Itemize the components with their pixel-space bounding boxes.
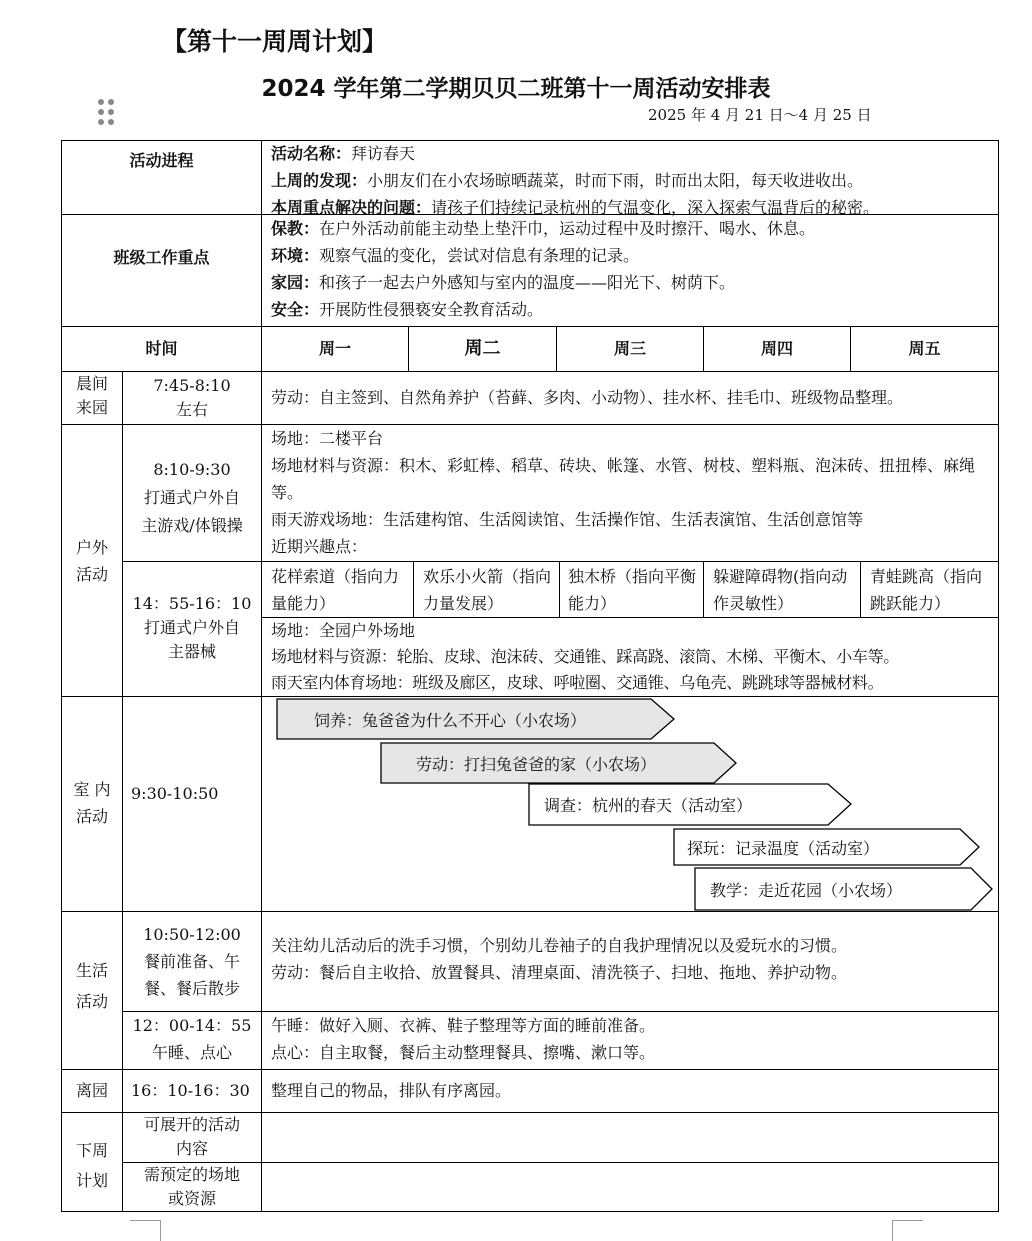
game-cell-1: 花样索道（指向力量能力） — [271, 567, 400, 613]
progress-content — [271, 140, 996, 221]
last-week-finding-line: 上周的发现：小朋友们在小农场晾晒蔬菜，时而下雨，时而出太阳，每天收进收出。 — [271, 171, 864, 190]
life-slot2-content — [271, 1012, 996, 1066]
outdoor2-venue: 场地：全园户外场地 — [271, 621, 416, 640]
day-wednesday: 周三 — [613, 339, 646, 358]
outdoor-interest: 近期兴趣点： — [271, 537, 368, 556]
indoor-activity-survey: 调查：杭州的春天（活动室） — [528, 783, 853, 826]
game-cell-2: 欢乐小火箭（指向力量发展） — [423, 567, 552, 613]
indoor-activity-teaching: 教学：走近花园（小农场） — [694, 867, 994, 911]
day-friday: 周五 — [908, 339, 941, 358]
indoor-section-label: 室 内 活动 — [73, 780, 111, 826]
morning-content: 劳动：自主签到、自然角养护（苔藓、多肉、小动物）、挂水杯、挂毛巾、班级物品整理。 — [271, 388, 904, 407]
outdoor-rainy-venue: 雨天游戏场地：生活建构馆、生活阅读馆、生活操作馆、生活表演馆、生活创意馆等 — [271, 510, 864, 529]
outdoor-slot1-content — [271, 425, 991, 560]
key-problem-line: 本周重点解决的问题：请孩子们持续记录杭州的气温变化，深入探索气温背后的秘密。 — [271, 198, 880, 217]
life-slot1-content — [271, 932, 996, 986]
next-week-resources-field[interactable] — [262, 1163, 998, 1211]
focus-content — [271, 215, 996, 323]
outdoor-section-label: 户外 活动 — [75, 538, 108, 584]
life-section-label: 生活 活动 — [75, 961, 108, 1011]
outdoor-materials: 场地材料与资源：积木、彩虹棒、稻草、砖块、帐篷、水管、树枝、塑料瓶、泡沫砖、扭扭棒、麻绳等。 — [271, 456, 976, 502]
leave-section-label: 离园 — [75, 1081, 108, 1100]
time-header: 时间 — [145, 339, 178, 358]
page-title: 2024 学年第二学期贝贝二班第十一周活动安排表 — [261, 76, 771, 102]
page-corner-mark-left — [130, 1220, 161, 1241]
next-week-activities-field[interactable] — [262, 1113, 998, 1162]
game-cell-4: 躲避障碍物(指向动作灵敏性） — [713, 567, 848, 613]
week-tag: 【第十一周周计划】 — [162, 27, 388, 56]
leave-time: 16：10-16：30 — [131, 1081, 250, 1100]
day-tuesday: 周二 — [464, 338, 501, 359]
focus-home-line: 家园：和孩子一起去户外感知与室内的温度——阳光下、树荫下。 — [271, 273, 736, 292]
next-week-activities-label: 可展开的活动 内容 — [143, 1115, 240, 1158]
outdoor2-materials: 场地材料与资源：轮胎、皮球、泡沫砖、交通锥、踩高跷、滚筒、木梯、平衡木、小车等。 — [271, 647, 900, 666]
life-labor-note: 劳动：餐后自主收拾、放置餐具、清理桌面、清洗筷子、扫地、拖地、养护动物。 — [271, 963, 848, 982]
life-slot1-time: 10:50-12:00 餐前准备、午 餐、餐后散步 — [143, 925, 241, 998]
focus-environment-line: 环境：观察气温的变化，尝试对信息有条理的记录。 — [271, 246, 640, 265]
next-week-resources-label: 需预定的场地 或资源 — [143, 1165, 240, 1208]
progress-label: 活动进程 — [129, 151, 194, 170]
leave-content: 整理自己的物品，排队有序离园。 — [271, 1081, 512, 1100]
morning-section-label: 晨间 来园 — [75, 374, 108, 417]
activity-name-line: 活动名称：拜访春天 — [271, 144, 416, 163]
outdoor-venue: 场地：二楼平台 — [271, 429, 384, 448]
page-corner-mark-right — [892, 1220, 923, 1241]
drag-handle-icon[interactable] — [98, 99, 118, 129]
date-range: 2025 年 4 月 21 日～4 月 25 日 — [648, 106, 872, 124]
focus-label: 班级工作重点 — [113, 248, 210, 267]
game-cell-3: 独木桥（指向平衡能力） — [568, 567, 697, 613]
indoor-activity-labor: 劳动：打扫兔爸爸的家（小农场） — [380, 742, 738, 784]
game-cell-5: 青蛙跳高（指向跳跃能力） — [870, 567, 983, 613]
life-snack-note: 点心：自主取餐，餐后主动整理餐具、擦嘴、漱口等。 — [271, 1043, 656, 1062]
focus-care-line: 保教：在户外活动前能主动垫上垫汗巾，运动过程中及时擦汗、喝水、休息。 — [271, 219, 816, 238]
outdoor2-rainy-venue: 雨天室内体育场地：班级及廊区，皮球、呼啦圈、交通锥、乌龟壳、跳跳球等器械材料。 — [271, 673, 884, 692]
next-week-section-label: 下周 计划 — [75, 1141, 108, 1190]
outdoor-slot2-time: 14：55-16：10 打通式户外自 主器械 — [132, 594, 252, 661]
life-handwash-note: 关注幼儿活动后的洗手习惯，个别幼儿卷袖子的自我护理情况以及爱玩水的习惯。 — [271, 936, 848, 955]
outdoor-slot1-time: 8:10-9:30 打通式户外自 主游戏/体锻操 — [141, 460, 243, 535]
life-nap-note: 午睡：做好入厕、衣裤、鞋子整理等方面的睡前准备。 — [271, 1016, 656, 1035]
focus-safety-line: 安全：开展防性侵猥亵安全教育活动。 — [271, 300, 544, 319]
morning-time: 7:45-8:10 左右 — [153, 376, 231, 419]
indoor-activity-explore: 探玩：记录温度（活动室） — [673, 828, 981, 866]
day-thursday: 周四 — [760, 339, 793, 358]
indoor-activity-feeding: 饲养：兔爸爸为什么不开心（小农场） — [276, 698, 676, 740]
life-slot2-time: 12：00-14：55 午睡、点心 — [132, 1016, 252, 1062]
indoor-time: 9:30-10:50 — [131, 784, 219, 803]
outdoor-slot2-content — [271, 618, 997, 696]
day-monday: 周一 — [318, 339, 351, 358]
